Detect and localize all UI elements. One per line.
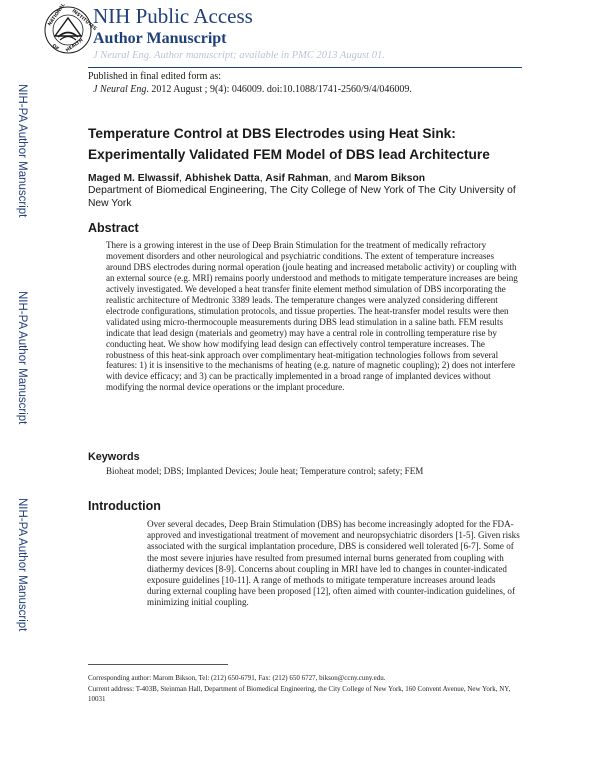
corresponding-author-footnote: Corresponding author: Marom Bikson, Tel: (212) 650-6791, Fax: (212) 650 6727, bikson@ccny.cuny.edu. bbox=[88, 674, 386, 682]
introduction-text: Over several decades, Deep Brain Stimulation (DBS) has become increasingly adopted for the FDA-approved and investigational treatment of movement and neuropsychiatric disorders [1-5]. Given risks associated with the surgical implantation procedure, DBS is considered well tolerated [6-7]. Some of the most severe injuries have resulted from presumed internal burns generated from coupling with diathermy devices [8-9]. Concerns about coupling in MRI have led to changes in counter-indicated exposure guidelines [10-11]. A range of methods to mitigate temperature increases around leads during external coupling have been proposed [12], often aimed with counter-indication guidelines, of minimizing initial coupling. bbox=[147, 519, 520, 608]
introduction-heading: Introduction bbox=[88, 499, 161, 513]
abstract-heading: Abstract bbox=[88, 221, 139, 235]
nih-public-access-title: NIH Public Access bbox=[93, 4, 253, 28]
citation-details: . 2012 August ; 9(4): 046009. doi:10.1088/1741-2560/9/4/046009. bbox=[146, 84, 412, 95]
author-manuscript-title: Author Manuscript bbox=[93, 30, 227, 47]
author-name: Abhishek Datta bbox=[184, 173, 260, 184]
side-label-bottom: NIH-PA Author Manuscript bbox=[16, 498, 28, 632]
footnote-divider bbox=[88, 664, 228, 665]
keywords-text: Bioheat model; DBS; Implanted Devices; Joule heat; Temperature control; safety; FEM bbox=[106, 466, 424, 476]
article-title-line2: Experimentally Validated FEM Model of DBS lead Architecture bbox=[88, 147, 490, 162]
article-title bbox=[88, 123, 528, 165]
side-label-top: NIH-PA Author Manuscript bbox=[16, 84, 28, 218]
published-in-label: Published in final edited form as: bbox=[88, 71, 222, 82]
svg-text:OF: OF bbox=[50, 43, 60, 53]
svg-text:INSTITUTES: INSTITUTES bbox=[70, 8, 98, 32]
header-divider bbox=[88, 67, 522, 68]
author-separator: , bbox=[178, 173, 185, 184]
journal-name: J Neural Eng bbox=[93, 84, 147, 95]
side-label-middle: NIH-PA Author Manuscript bbox=[16, 291, 28, 425]
nih-seal-logo bbox=[44, 2, 98, 54]
availability-line: J Neural Eng. Author manuscript; available in PMC 2013 August 01. bbox=[93, 50, 385, 61]
affiliation: Department of Biomedical Engineering, The City College of New York of The City University of New York bbox=[88, 185, 516, 209]
author-name: Marom Bikson bbox=[354, 173, 426, 184]
author-name: Maged M. Elwassif bbox=[88, 173, 179, 184]
current-address-footnote: Current address: T-403B, Steinman Hall, Department of Biomedical Engineering, the City College of New York, 160 Convent Avenue, New York, NY, 10031 bbox=[88, 685, 511, 703]
abstract-text: There is a growing interest in the use of Deep Brain Stimulation for the treatment of medically refractory movement disorders and other neurological and psychiatric conditions. The extent of temperature increases around DBS electrodes during normal operation (joule heating and increased metabolic activity) or coupling with an external source (e.g. MRI) remains poorly understood and methods to mitigate temperature increases are being actively investigated. We developed a heat transfer finite element method simulation of DBS incorporating the realistic architecture of Medtronic 3389 leads. The temperature changes were analyzed considering different electrode configurations, stimulation protocols, and tissue properties. The heat-transfer model results were then validated using micro-thermocouple measurements during DBS lead stimulation in a saline bath. FEM results indicate that lead design (materials and geometry) may have a central role in controlling temperature rise by conducting heat. We show how modifying lead design can effectively control temperature increases. The robustness of this heat-sink approach over complimentary heat-mitigation technologies follows from several features: 1) it is insensitive to the mechanisms of heating (e.g. nature of magnetic coupling); 2) does not interfere with device efficacy; and 3) can be practically implemented in a broad range of implanted devices without modifying the normal device operations or the implant procedure. bbox=[106, 240, 518, 393]
author-separator: , bbox=[259, 173, 266, 184]
author-list bbox=[88, 172, 425, 185]
keywords-heading: Keywords bbox=[88, 451, 140, 463]
article-title-line1: Temperature Control at DBS Electrodes using Heat Sink: bbox=[88, 126, 456, 141]
author-separator: , and bbox=[328, 173, 355, 184]
author-name: Asif Rahman bbox=[265, 173, 329, 184]
svg-text:NATIONAL: NATIONAL bbox=[47, 2, 67, 28]
citation-line bbox=[93, 84, 412, 96]
svg-text:HEALTH: HEALTH bbox=[65, 38, 85, 54]
